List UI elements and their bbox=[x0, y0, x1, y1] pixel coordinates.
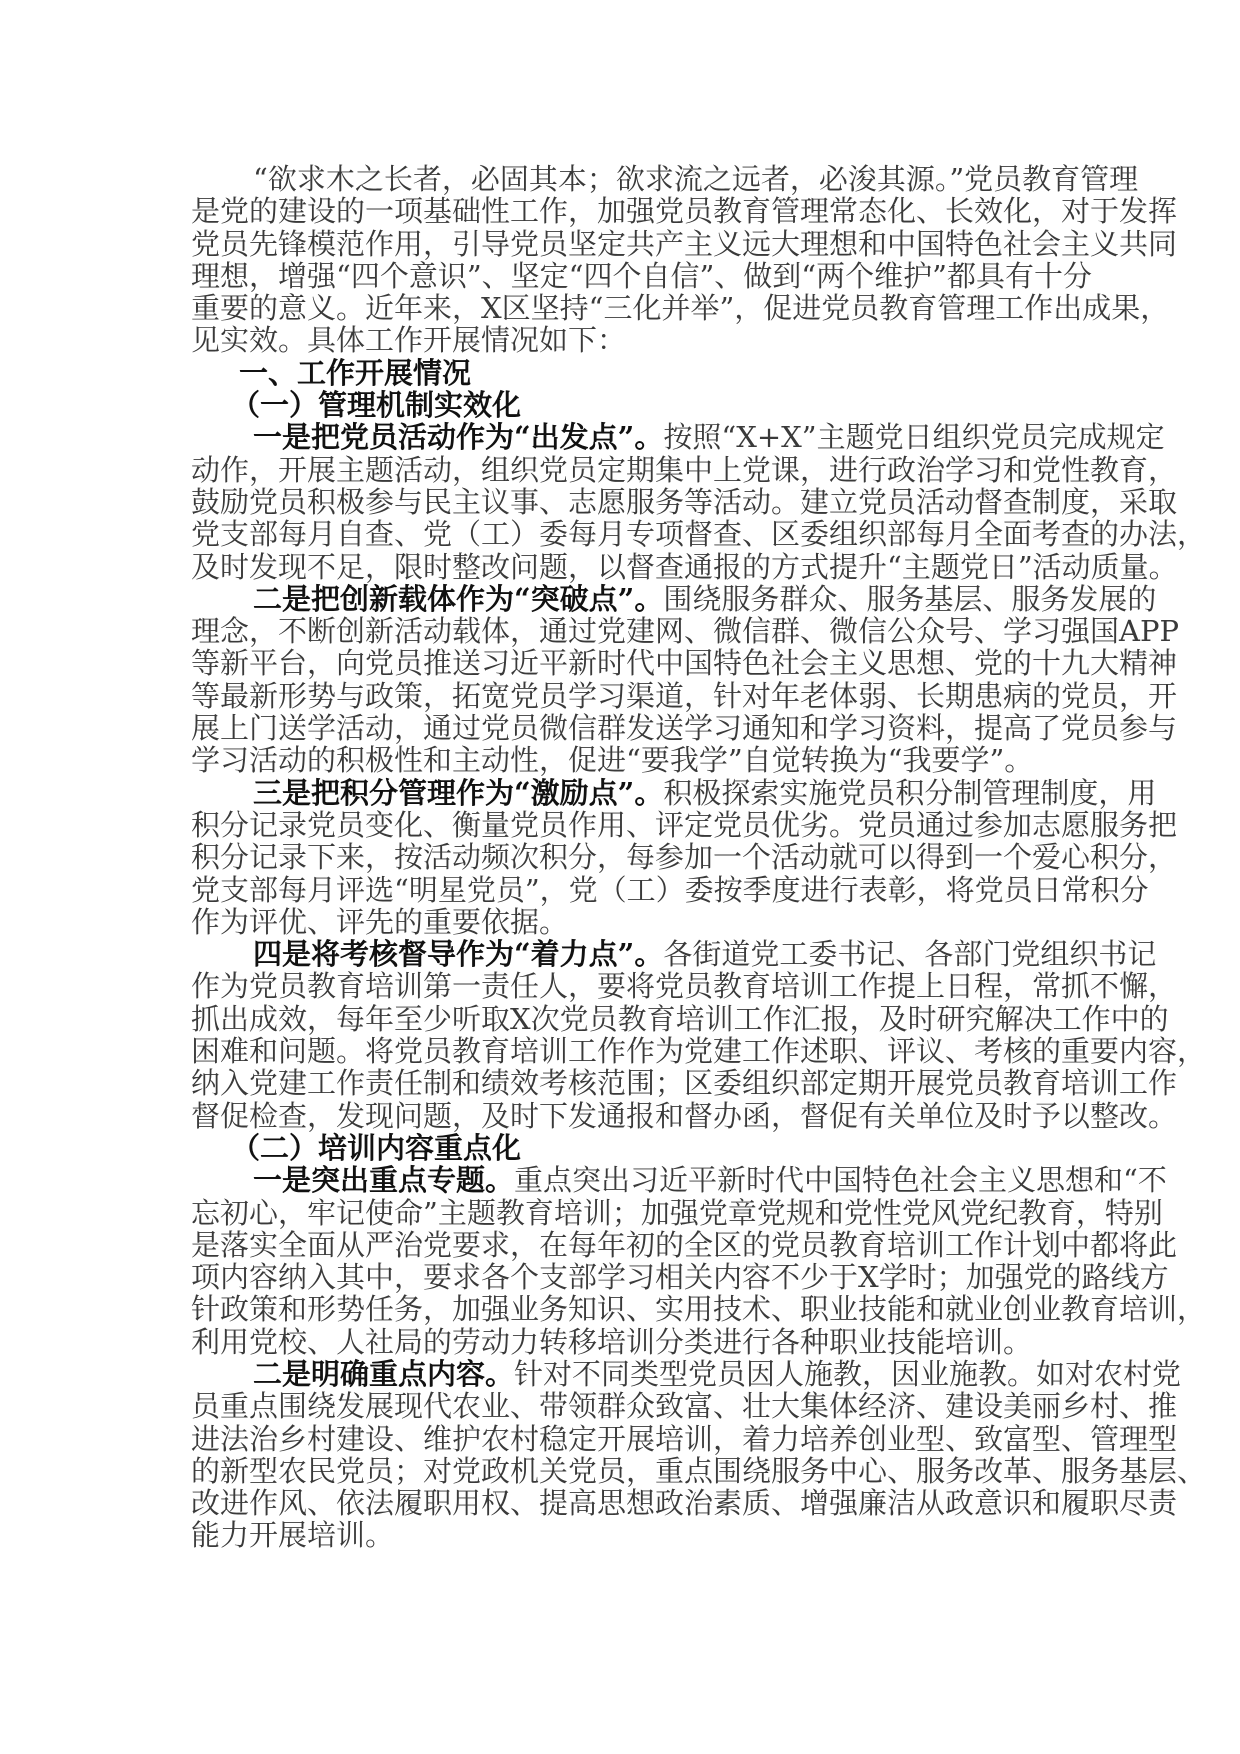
line-text: 鼓励党员积极参与民主议事、志愿服务等活动。建立党员活动督查制度，采取 bbox=[191, 484, 1178, 519]
text-line bbox=[191, 775, 1157, 810]
text-line bbox=[191, 807, 1178, 842]
text-line bbox=[191, 324, 1059, 356]
line-text: 作为党员教育培训第一责任人，要将党员教育培训工作提上日程，常抓不懈， bbox=[191, 969, 1178, 1004]
line-text: 及时发现不足，限时整改问题，以督查通报的方式提升“主题党日”活动质量。 bbox=[191, 549, 1178, 584]
line-text: 能力开展培训。 bbox=[191, 1518, 395, 1553]
bold-lead: 二是明确重点内容。 bbox=[253, 1356, 515, 1391]
text-line bbox=[191, 484, 1178, 519]
line-text: 动作，开展主题活动，组织党员定期集中上党课，进行政治学习和党性教育， bbox=[191, 452, 1178, 487]
bold-lead: 四是将考核督导作为“着力点”。 bbox=[253, 937, 664, 972]
line-text: 利用党校、人社局的劳动力转移培训分类进行各种职业技能培训。 bbox=[191, 1324, 1033, 1359]
text-line bbox=[191, 678, 1178, 713]
line-text: 改进作风、依法履职用权、提高思想政治素质、增强廉洁从政意识和履职尽责 bbox=[191, 1486, 1178, 1521]
text-line bbox=[191, 1292, 1207, 1327]
text-line bbox=[191, 937, 1157, 972]
text-line bbox=[191, 549, 1178, 584]
bold-lead: 二是把创新载体作为“突破点”。 bbox=[253, 581, 664, 616]
line-text: 见实效。具体工作开展情况如下： bbox=[191, 323, 627, 358]
text-line bbox=[191, 258, 1092, 293]
line-text: 党员先锋模范作用，引导党员坚定共产主义远大理想和中国特色社会主义共同 bbox=[191, 226, 1178, 261]
line-text: 是党的建设的一项基础性工作，加强党员教育管理常态化、长效化，对于发挥 bbox=[191, 194, 1178, 229]
text-line bbox=[191, 1519, 1059, 1551]
line-text: 进法治乡村建设、维护农村稳定开展培训，着力培养创业型、致富型、管理型 bbox=[191, 1421, 1178, 1456]
line-text: 抓出成效，每年至少听取X次党员教育培训工作汇报，及时研究解决工作中的 bbox=[191, 1001, 1169, 1036]
text-line bbox=[191, 1453, 1207, 1488]
bold-lead: 一是突出重点专题。 bbox=[253, 1163, 515, 1198]
line-text: 的新型农民党员；对党政机关党员，重点围绕服务中心、服务改革、服务基层、 bbox=[191, 1453, 1207, 1488]
text-line bbox=[191, 1356, 1182, 1391]
text-line bbox=[191, 969, 1178, 1004]
line-text: 忘初心，牢记使命”主题教育培训；加强党章党规和党性党风党纪教育，特别 bbox=[191, 1195, 1163, 1230]
text-line bbox=[191, 194, 1178, 229]
paragraph bbox=[191, 775, 1178, 939]
subsection-heading bbox=[191, 389, 1059, 421]
text-line bbox=[191, 1132, 1059, 1164]
text-line bbox=[191, 1195, 1163, 1230]
paragraph bbox=[191, 420, 1207, 584]
line-text: 督促检查，发现问题，及时下发通报和督办函，督促有关单位及时予以整改。 bbox=[191, 1098, 1178, 1133]
text-line bbox=[191, 1034, 1207, 1069]
line-text: 等新平台，向党员推送习近平新时代中国特色社会主义思想、党的十九大精神 bbox=[191, 646, 1178, 681]
subsection-heading bbox=[191, 1132, 1059, 1164]
line-text: 党支部每月自查、党（工）委每月专项督查、区委组织部每月全面考查的办法， bbox=[191, 517, 1207, 552]
line-text: 纳入党建工作责任制和绩效考核范围；区委组织部定期开展党员教育培训工作 bbox=[191, 1066, 1178, 1101]
text-line bbox=[191, 291, 1170, 326]
bold-lead: 三是把积分管理作为“激励点”。 bbox=[253, 775, 664, 810]
line-text: 各街道党工委书记、各部门党组织书记 bbox=[663, 937, 1157, 972]
text-line bbox=[191, 581, 1157, 616]
text-line bbox=[191, 162, 1139, 196]
paragraph bbox=[191, 162, 1178, 358]
text-line bbox=[191, 1163, 1167, 1198]
line-text: 围绕服务群众、服务基层、服务发展的 bbox=[663, 581, 1157, 616]
line-text: 针对不同类型党员因人施教，因业施教。如对农村党 bbox=[514, 1356, 1182, 1391]
line-text: 党支部每月评选“明星党员”，党（工）委按季度进行表彰，将党员日常积分 bbox=[191, 872, 1149, 907]
line-text: 理念，不断创新活动载体，通过党建网、微信群、微信公众号、学习强国APP bbox=[191, 614, 1179, 649]
text-line bbox=[191, 1066, 1178, 1101]
line-text: 积分记录党员变化、衡量党员作用、评定党员优劣。党员通过参加志愿服务把 bbox=[191, 807, 1178, 842]
text-line bbox=[191, 1421, 1178, 1456]
line-text: 针政策和形势任务，加强业务知识、实用技术、职业技能和就业创业教育培训， bbox=[191, 1292, 1207, 1327]
line-text: 按照“X+X”主题党日组织党员完成规定 bbox=[663, 420, 1165, 455]
text-line bbox=[191, 1098, 1178, 1133]
line-text: 积分记录下来，按活动频次积分，每参加一个活动就可以得到一个爱心积分， bbox=[191, 840, 1178, 875]
section-heading bbox=[191, 357, 1059, 389]
text-line bbox=[191, 517, 1207, 552]
text-line bbox=[191, 840, 1178, 875]
paragraph bbox=[191, 581, 1179, 778]
text-line bbox=[191, 1260, 1169, 1295]
line-text: 理想，增强“四个意识”、坚定“四个自信”、做到“两个维护”都具有十分 bbox=[191, 258, 1092, 293]
text-line bbox=[191, 1227, 1178, 1262]
paragraph bbox=[191, 1356, 1207, 1553]
text-line bbox=[191, 1326, 1059, 1358]
text-line bbox=[191, 872, 1149, 907]
text-line bbox=[191, 744, 1059, 776]
line-text: 一、工作开展情况 bbox=[239, 355, 472, 390]
text-line bbox=[191, 614, 1179, 649]
text-line bbox=[191, 1389, 1178, 1424]
text-line bbox=[191, 646, 1178, 681]
line-text: 作为评优、评先的重要依据。 bbox=[191, 904, 569, 939]
line-text: 困难和问题。将党员教育培训工作作为党建工作述职、评议、考核的重要内容， bbox=[191, 1034, 1207, 1069]
text-line bbox=[191, 389, 1059, 421]
line-text: 展上门送学活动，通过党员微信群发送学习通知和学习资料，提高了党员参与 bbox=[191, 711, 1178, 746]
paragraph bbox=[191, 1163, 1207, 1359]
document-body bbox=[191, 162, 1207, 1553]
line-text: （二）培训内容重点化 bbox=[231, 1130, 522, 1165]
line-text: 学习活动的积极性和主动性，促进“要我学”自觉转换为“我要学”。 bbox=[191, 743, 1034, 778]
text-line bbox=[191, 226, 1178, 261]
line-text: 积极探索实施党员积分制管理制度，用 bbox=[663, 775, 1157, 810]
text-line bbox=[191, 1001, 1169, 1036]
text-line bbox=[191, 711, 1178, 746]
line-text: 重点突出习近平新时代中国特色社会主义思想和“不 bbox=[514, 1163, 1167, 1198]
text-line bbox=[191, 357, 1059, 389]
paragraph bbox=[191, 937, 1207, 1133]
text-line bbox=[191, 1486, 1178, 1521]
line-text: 重要的意义。近年来，X区坚持“三化并举”，促进党员教育管理工作出成果， bbox=[191, 291, 1170, 326]
text-line bbox=[191, 420, 1165, 455]
line-text: 是落实全面从严治党要求，在每年初的全区的党员教育培训工作计划中都将此 bbox=[191, 1227, 1178, 1262]
text-line bbox=[191, 452, 1178, 487]
bold-lead: 一是把党员活动作为“出发点”。 bbox=[253, 420, 664, 455]
line-text: “欲求木之长者，必固其本；欲求流之远者，必浚其源。”党员教育管理 bbox=[253, 162, 1139, 196]
line-text: 等最新形势与政策，拓宽党员学习渠道，针对年老体弱、长期患病的党员，开 bbox=[191, 678, 1178, 713]
line-text: 项内容纳入其中，要求各个支部学习相关内容不少于X学时；加强党的路线方 bbox=[191, 1260, 1169, 1295]
text-line bbox=[191, 906, 1059, 938]
line-text: 员重点围绕发展现代农业、带领群众致富、壮大集体经济、建设美丽乡村、推 bbox=[191, 1389, 1178, 1424]
line-text: （一）管理机制实效化 bbox=[231, 388, 522, 423]
